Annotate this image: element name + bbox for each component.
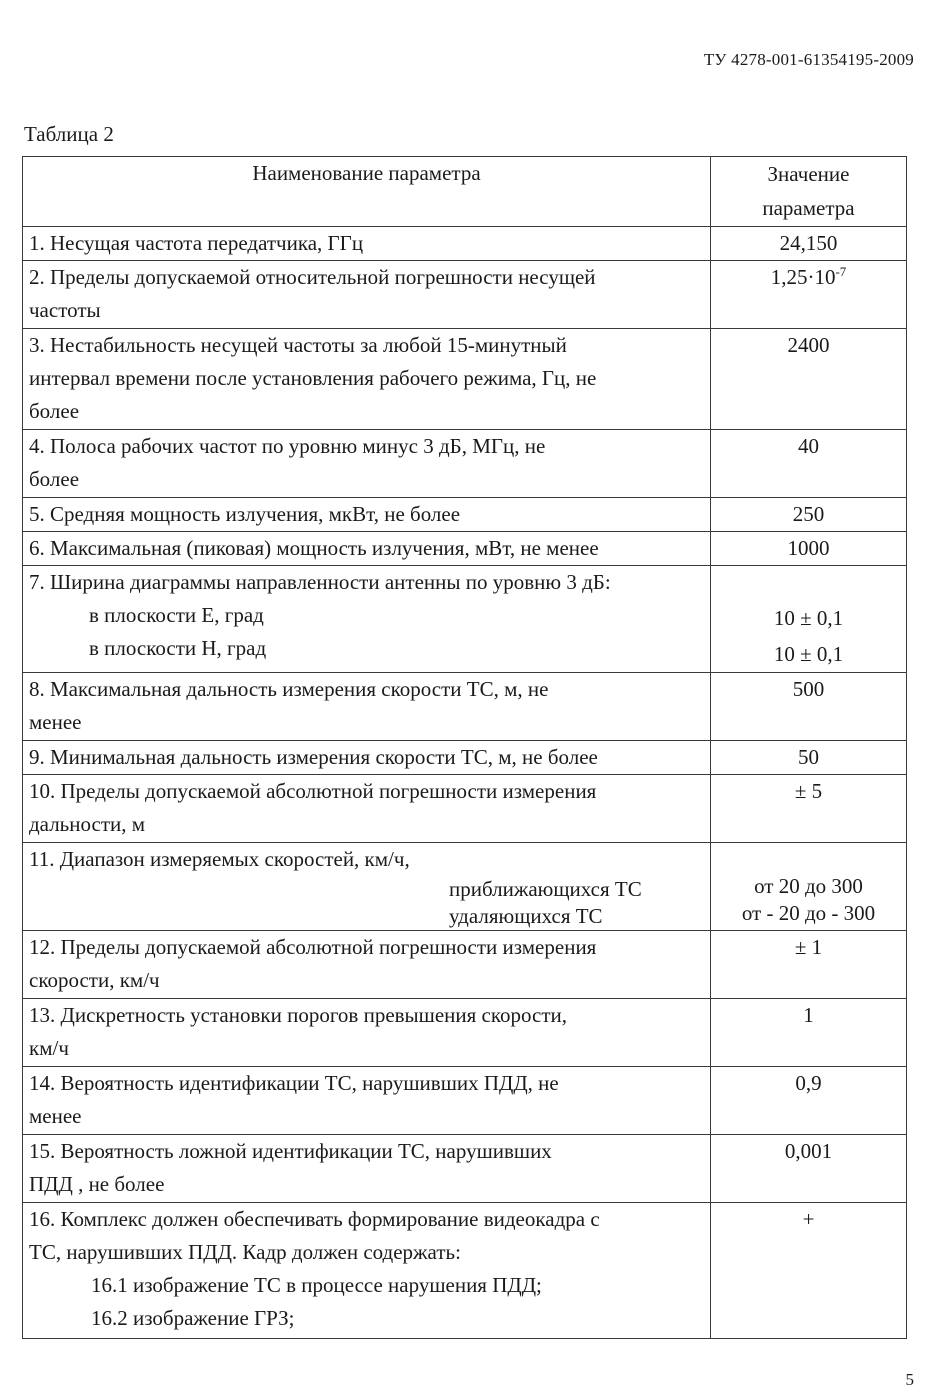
table-row <box>23 1067 907 1135</box>
param-sub-line-part: ГРЗ; <box>248 1306 295 1330</box>
param-name-line: 12. Пределы допускаемой абсолютной погрешности измерения <box>29 935 597 959</box>
param-value: 0,9 <box>711 1067 907 1135</box>
param-name <box>23 1067 711 1135</box>
param-sub-line: в плоскости Н, град <box>89 636 267 660</box>
table-header-row <box>23 157 907 227</box>
param-name-line: более <box>29 399 80 423</box>
document-code: ТУ 4278-001-61354195-2009 <box>703 50 914 69</box>
param-value <box>711 261 907 329</box>
param-name-line: 11. Диапазон измеряемых скоростей, км/ч, <box>29 847 410 871</box>
param-value: ± 5 <box>711 775 907 843</box>
param-name-line: 13. Дискретность установки порогов превышения скорости, <box>29 1003 568 1027</box>
param-name <box>23 1135 711 1203</box>
param-name-line: 16. Комплекс должен обеспечивать формирование видеокадра с <box>29 1207 600 1231</box>
param-value: 2400 <box>711 329 907 430</box>
table-row <box>23 1135 907 1203</box>
param-name-line: 4. Полоса рабочих частот по уровню минус 3 дБ, МГц, не <box>29 434 546 458</box>
table-row <box>23 775 907 843</box>
param-name-line: более <box>29 467 80 491</box>
param-value <box>711 566 907 673</box>
param-sub-line: 16.1 изображение ТС в процессе нарушения ПДД; <box>91 1273 542 1297</box>
param-name-line: 10. Пределы допускаемой абсолютной погрешности измерения <box>29 779 597 803</box>
table-row <box>23 843 907 931</box>
param-name-line: км/ч <box>29 1036 69 1060</box>
param-name <box>23 430 711 498</box>
param-value <box>711 843 907 931</box>
param-name: 5. Средняя мощность излучения, мкВт, не более <box>23 498 711 532</box>
param-value: 50 <box>711 741 907 775</box>
param-name <box>23 999 711 1067</box>
table-caption: Таблица 2 <box>24 122 114 146</box>
param-name: 6. Максимальная (пиковая) мощность излучения, мВт, не менее <box>23 532 711 566</box>
table-row <box>23 532 907 566</box>
param-name-line: ТС, нарушивших ПДД. Кадр должен содержать: <box>29 1240 461 1264</box>
param-name-line: ПДД , не более <box>29 1172 165 1196</box>
param-name <box>23 673 711 741</box>
param-value: + <box>711 1203 907 1339</box>
param-value: 40 <box>711 430 907 498</box>
page-number: 5 <box>905 1370 914 1389</box>
underlined-word: изображение <box>133 1306 249 1330</box>
table-row <box>23 741 907 775</box>
table-row <box>23 566 907 673</box>
param-name <box>23 566 711 673</box>
param-value-line: от 20 до 300 <box>754 874 863 898</box>
column-header-value <box>711 157 907 227</box>
param-name <box>23 1203 711 1339</box>
param-value: ± 1 <box>711 931 907 999</box>
column-header-value-line-1: Значение <box>767 162 850 186</box>
param-name-line: 7. Ширина диаграммы направленности антенны по уровню 3 дБ: <box>29 570 611 594</box>
param-name <box>23 261 711 329</box>
param-name-line: 8. Максимальная дальность измерения скорости ТС, м, не <box>29 677 549 701</box>
param-name: 9. Минимальная дальность измерения скорости ТС, м, не более <box>23 741 711 775</box>
param-value-exponent: -7 <box>835 264 847 279</box>
param-name <box>23 931 711 999</box>
table-row <box>23 261 907 329</box>
param-value: 250 <box>711 498 907 532</box>
param-name-line: скорости, км/ч <box>29 968 160 992</box>
table-row <box>23 498 907 532</box>
param-name-line: частоты <box>29 298 101 322</box>
param-value: 1 <box>711 999 907 1067</box>
param-value-line: 10 ± 0,1 <box>773 642 844 666</box>
param-value: 500 <box>711 673 907 741</box>
param-value: 1000 <box>711 532 907 566</box>
table-row <box>23 931 907 999</box>
param-name-line: 3. Нестабильность несущей частоты за любой 15-минутный <box>29 333 567 357</box>
parameters-table <box>22 156 907 1339</box>
param-name: 1. Несущая частота передатчика, ГГц <box>23 227 711 261</box>
param-sub-line: приближающихся ТС <box>449 877 642 901</box>
param-value: 24,150 <box>711 227 907 261</box>
param-value: 0,001 <box>711 1135 907 1203</box>
param-name <box>23 843 711 931</box>
param-name-line: 15. Вероятность ложной идентификации ТС, нарушивших <box>29 1139 552 1163</box>
table-row <box>23 329 907 430</box>
table-row <box>23 1203 907 1339</box>
param-name-line: 14. Вероятность идентификации ТС, нарушивших ПДД, не <box>29 1071 559 1095</box>
param-name-line: 2. Пределы допускаемой относительной погрешности несущей <box>29 265 596 289</box>
param-name-line: менее <box>29 710 82 734</box>
table-row <box>23 673 907 741</box>
param-value-base: 1,25·10 <box>770 265 836 289</box>
table-row <box>23 430 907 498</box>
param-name <box>23 329 711 430</box>
param-name-line: менее <box>29 1104 82 1128</box>
param-name-line: интервал времени после установления рабочего режима, Гц, не <box>29 366 597 390</box>
column-header-name: Наименование параметра <box>23 157 711 227</box>
table-row <box>23 227 907 261</box>
param-sub-line: удаляющихся ТС <box>449 904 603 928</box>
column-header-value-line-2: параметра <box>762 196 855 220</box>
param-sub-line <box>29 1302 704 1335</box>
param-name <box>23 775 711 843</box>
table-row <box>23 999 907 1067</box>
param-value-line: от - 20 до - 300 <box>741 901 876 925</box>
param-name-line: дальности, м <box>29 812 146 836</box>
param-sub-line-part: 16.2 <box>91 1306 133 1330</box>
param-value-line: 10 ± 0,1 <box>773 606 844 630</box>
param-sub-line: в плоскости Е, град <box>89 603 264 627</box>
